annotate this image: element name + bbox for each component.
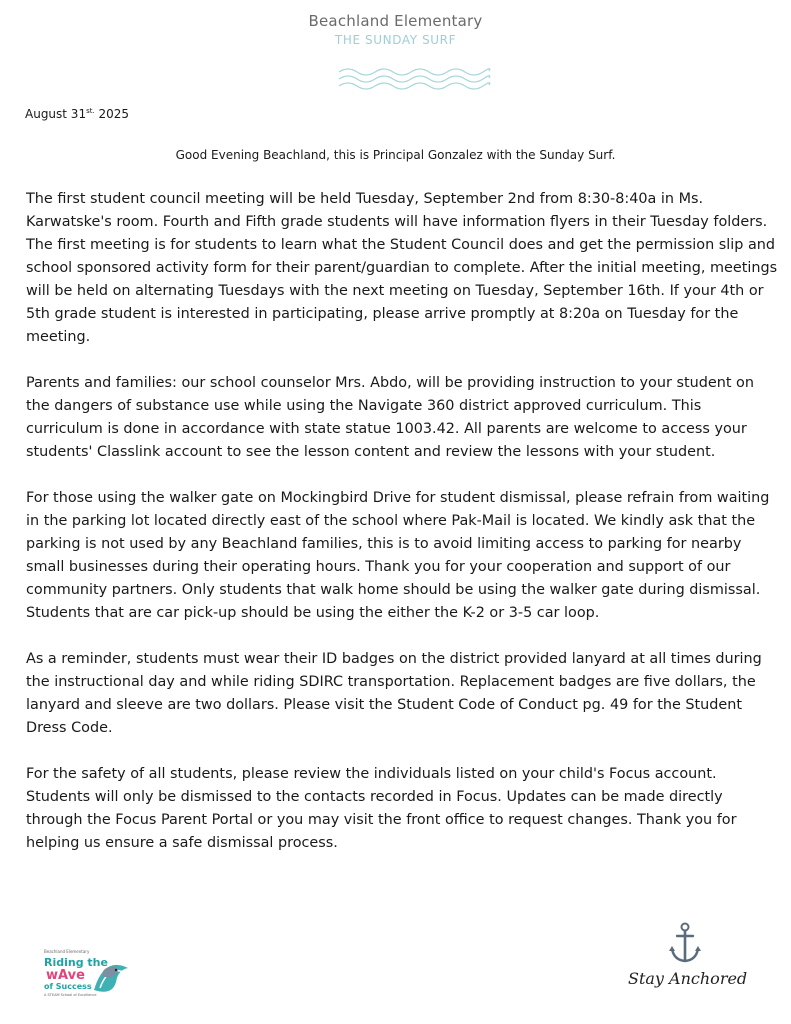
date-year: 2025 [98, 107, 130, 121]
date-month-day: August 31 [25, 107, 87, 121]
paragraph-counselor: Parents and families: our school counselor Mrs. Abdo, will be providing instruction to your student on the dangers of substance use while using the Navigate 360 district approved curriculum. This curriculum is done in accordance with state statue 1003.42. All parents are welcome to access your students' Classlink account to see the lesson content and review the lessons with your student. [26, 375, 754, 460]
newsletter-title: THE SUNDAY SURF [334, 33, 457, 47]
logo-line-2: wAve [46, 968, 85, 983]
signoff: Stay Anchored [628, 969, 748, 988]
date-ordinal: st. [86, 107, 95, 115]
letter-date [25, 107, 129, 121]
letter-body [26, 188, 778, 878]
wave-divider-icon [337, 66, 491, 90]
logo-line-1: Riding the [44, 956, 108, 969]
logo-line-3: of Success [44, 982, 92, 991]
paragraph-focus-contacts: For the safety of all students, please review the individuals listed on your child's Focus account. Students will only be dismissed to the contacts recorded in Focus. Updates can be made directly through the Focus Parent Portal or you may visit the front office to request changes. Thank you for helping us ensure a safe dismissal process. [26, 766, 737, 851]
logo-text-top: Beachland Elementary [44, 949, 90, 954]
newsletter-header [0, 11, 791, 48]
paragraph-student-council: The first student council meeting will be held Tuesday, September 2nd from 8:30-8:40a in Ms. Karwatske's room. Fourth and Fifth grade students will have information flyers in their Tuesday folders. The first meeting is for students to learn what the Student Council does and get the permission slip and school sponsored activity form for their parent/guardian to complete. After the initial meeting, meetings will be held on alternating Tuesdays with the next meeting on Tuesday, September 16th. If your 4th or 5th grade student is interested in participating, please arrive promptly at 8:20a on Tuesday for the meeting. [26, 191, 778, 345]
paragraph-walker-gate: For those using the walker gate on Mockingbird Drive for student dismissal, please refrain from waiting in the parking lot located directly east of the school where Pak-Mail is located. We kindly ask that the parking is not used by any Beachland families, this is to avoid limiting access to parking for nearby small businesses during their operating hours. Thank you for your cooperation and support of our community partners. Only students that walk home should be using the walker gate during dismissal. Students that are car pick-up should be using the either the K-2 or 3-5 car loop. [26, 490, 770, 621]
riding-the-wave-logo [42, 946, 134, 1006]
school-name: Beachland Elementary [308, 12, 483, 30]
greeting: Good Evening Beachland, this is Principal Gonzalez with the Sunday Surf. [175, 148, 616, 162]
logo-text-bottom: A STEAM School of Excellence [44, 993, 97, 997]
anchor-icon [668, 922, 702, 966]
paragraph-id-badges: As a reminder, students must wear their ID badges on the district provided lanyard at all times during the instructional day and while riding SDIRC transportation. Replacement badges are five dollars, the lanyard and sleeve are two dollars. Please visit the Student Code of Conduct pg. 49 for the Student Dress Code. [26, 651, 762, 736]
